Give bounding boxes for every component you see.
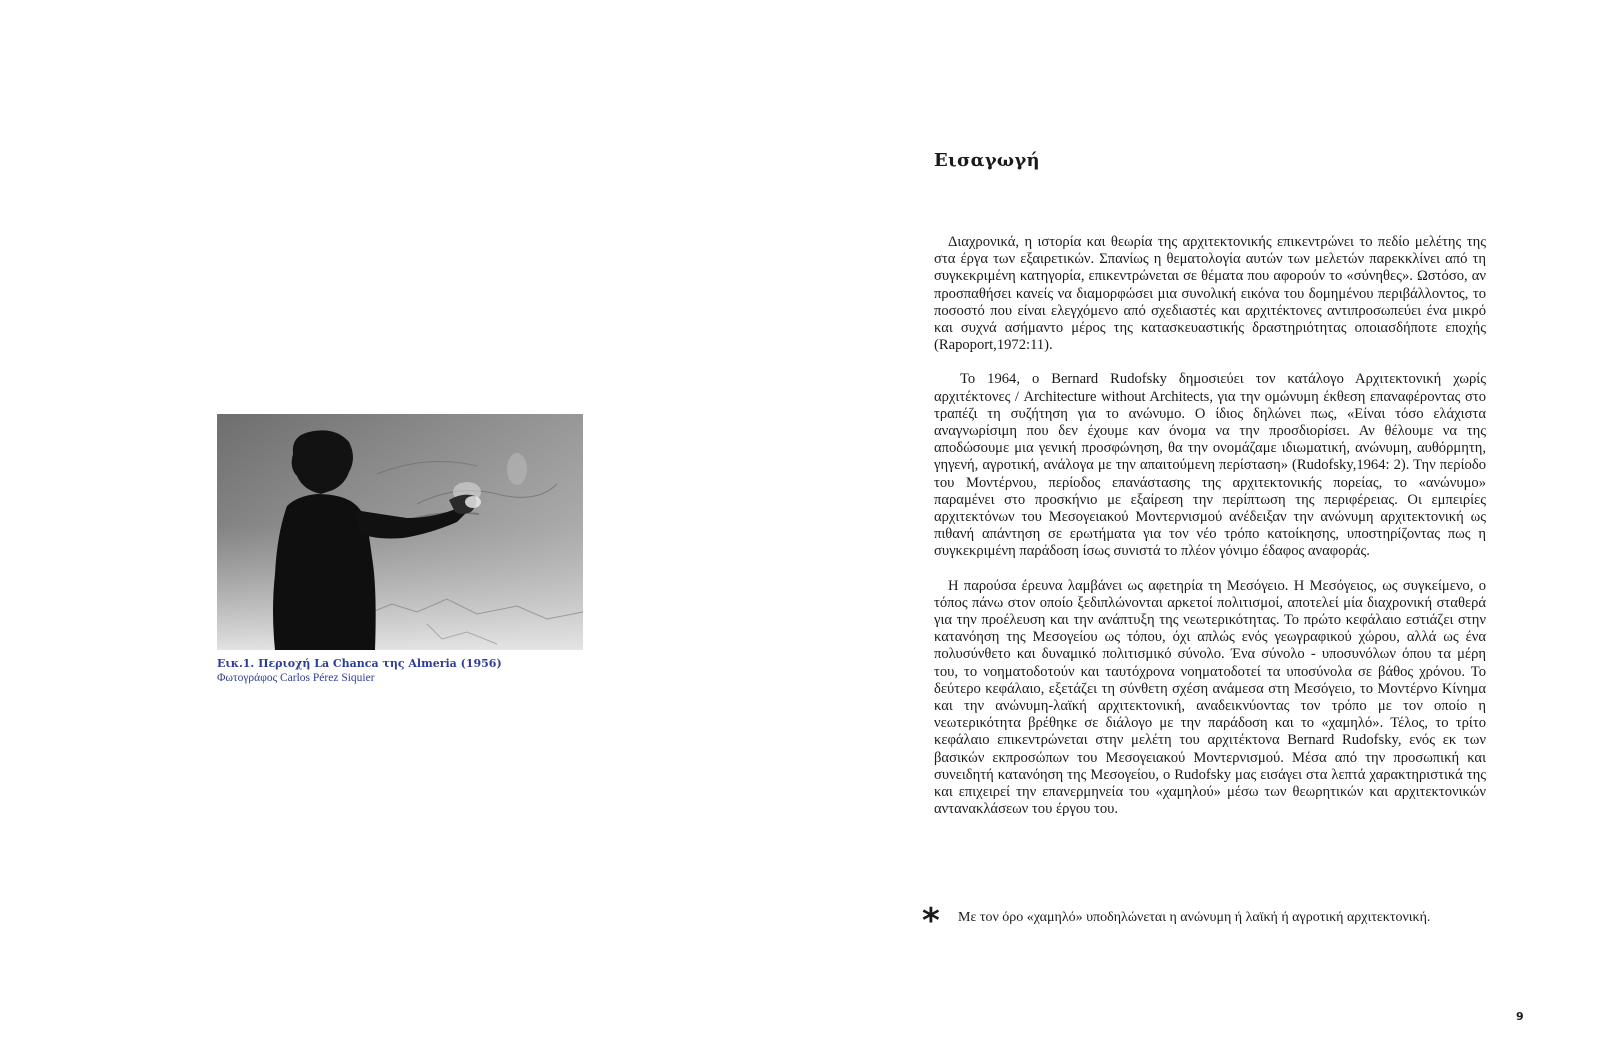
footnote-text: Με τον όρο «χαμηλό» υποδηλώνεται η ανώνυμη ή λαϊκή ή αγροτική αρχιτεκτονική. bbox=[958, 910, 1431, 925]
body-text bbox=[934, 234, 1486, 836]
paragraph-3: Η παρούσα έρευνα λαμβάνει ως αφετηρία τη Μεσόγειο. Η Μεσόγειος, ως συγκείμενο, ο τόπος πάνω στον οποίο ξεδιπλώνονται αρκετοί πολιτισμοί, αποτελεί μία διαχρονική σταθερά για την προέλευση και την ανάπτυξη της νεωτερικότητας. Το πρώτο κεφάλαιο εστιάζει στην κατανόηση της Μεσογείου ως τόπου, όχι απλώς ενός γεωγραφικού χώρου, αλλά ως ένα πολυσύνθετο και δυναμικό πολιτισμικό σύνολο. Ένα σύνολο - υποσυνόλων όπου τα μέρη του, το νοηματοδοτούν και ταυτόχρονα νοηματοδοτεί τα υποσύνολα σε βάθος χρόνου. Το δεύτερο κεφάλαιο, εξετάζει τη σύνθετη σχέση ανάμεσα στη Μεσόγειο, το Μοντέρνο Κίνημα και την ανώνυμη-λαϊκή αρχιτεκτονική, αναδεικνύοντας τον τρόπο με τον οποίο η νεωτερικότητα βρέθηκε σε διάλογο με την παράδοση και το «χαμηλό». Τέλος, το τρίτο κεφάλαιο επικεντρώνεται στην μελέτη του αρχιτέκτονα Bernard Rudofsky, ενός εκ των βασικών εκπροσώπων του Μεσογειακού Μοντερνισμού. Μέσα από την προσωπική και συνειδητή κατανόηση της Μεσογείου, ο Rudofsky μας εισάγει στα λεπτά χαρακτηριστικά της και επιχειρεί την επανερμηνεία του «χαμηλού» μέσω των θεωρητικών και αρχιτεκτονικών αντανακλάσεων του έργου του. bbox=[934, 577, 1486, 818]
page-number: 9 bbox=[1516, 1010, 1524, 1023]
figure-caption-title: Εικ.1. Περιοχή La Chanca της Almeria (1956) bbox=[217, 657, 502, 670]
photo-woman-painting-wall bbox=[217, 414, 583, 650]
section-heading: Εισαγωγή bbox=[934, 150, 1040, 171]
paragraph-1: Διαχρονικά, η ιστορία και θεωρία της αρχιτεκτονικής επικεντρώνει το πεδίο μελέτης της στα έργα των εξαιρετικών. Σπανίως η θεματολογία αυτών των μελετών παρεκκλίνει από τη συγκεκριμένη κατηγορία, επικεντρώνεται σε θέματα που αφορούν το «σύνηθες». Ωστόσο, αν προσπαθήσει κανείς να διαμορφώσει μια συνολική εικόνα του δομημένου περιβάλλοντος, το ποσοστό που είναι ελεγχόμενο από σχεδιαστές και αρχιτέκτονες αντιπροσωπεύει ένα μικρό και συχνά ασήμαντο μέρος της κατασκευαστικής δραστηριότητας οποιασδήποτε εποχής (Rapoport,1972:11). bbox=[934, 234, 1486, 354]
footnote bbox=[922, 901, 1492, 941]
figure-caption-credit: Φωτογράφος Carlos Pérez Siquier bbox=[217, 672, 375, 684]
figure-photo bbox=[217, 414, 583, 650]
paragraph-2: Το 1964, ο Bernard Rudofsky δημοσιεύει τον κατάλογο Αρχιτεκτονική χωρίς αρχιτέκτονες / Architecture without Architects, για την ομώνυμη έκθεση επαναφέροντας στο τραπέζι τη συζήτηση για το ανώνυμο. Ο ίδιος δηλώνει πως, «Είναι τόσο ελάχιστα αναγνωρίσιμη που δεν έχουμε καν όνομα να την προσδιορίσει. Αν θέλουμε να της αποδώσουμε μια γενική προσφώνηση, θα την ονομάζαμε ιδιωματική, ανώνυμη, αυθόρμητη, γηγενή, αγροτική, ανάλογα με την απαιτούμενη περίσταση» (Rudofsky,1964: 2). Την περίοδο του Μοντέρνου, περίοδος επανάστασης της αρχιτεκτονικής πορείας, το «ανώνυμο» παραμένει στο προσκήνιο με εξαίρεση την περίπτωση της περιφέρειας. Οι εμπειρίες αρχιτεκτόνων του Μεσογειακού Μοντερνισμού ανέδειξαν την ανώνυμη αρχιτεκτονική ως πιθανή απάντηση σε ερωτήματα για τον νέο τρόπο κατοίκησης, υποστηρίζοντας πως η συγκεκριμένη παράδοση ίσως συνιστά το πλέον γόνιμο έδαφος αναφοράς. bbox=[934, 371, 1486, 560]
figure-caption bbox=[217, 657, 637, 685]
asterisk-icon: * bbox=[922, 901, 940, 941]
